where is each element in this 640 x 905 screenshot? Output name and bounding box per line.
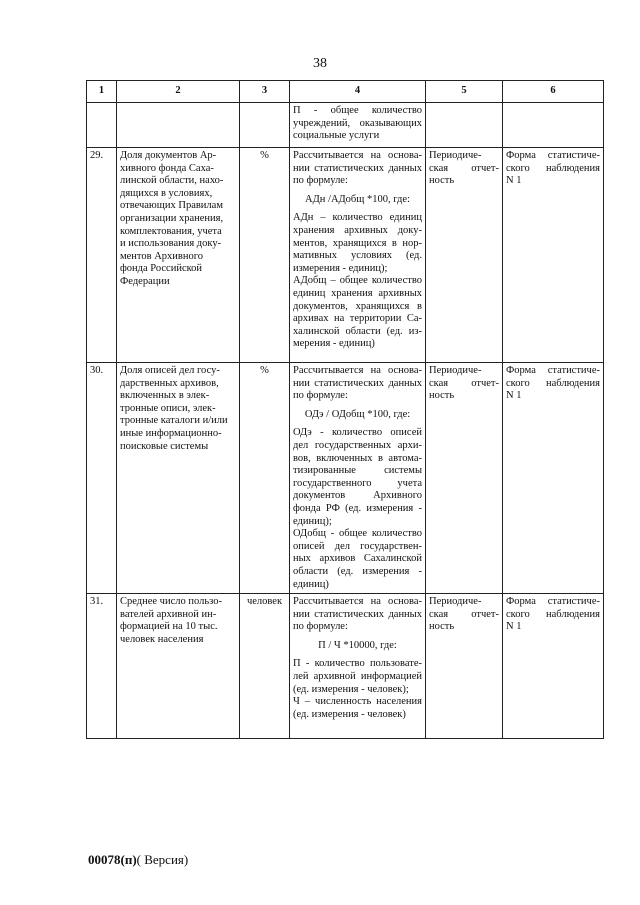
text-line: описей дел государствен- [293,540,422,552]
text-line: хивного фонда Саха- [120,162,214,174]
text-line: ность [429,175,455,187]
text-line: ского наблюдения [506,608,600,620]
row-number: 29. [87,148,117,363]
text-line: ОДэ - количество описей [293,427,422,439]
document-footer [88,852,188,867]
text-line: документов Архивного [293,490,422,502]
periodicity [426,363,503,594]
formula: ОДэ / ОДобщ *100, где: [304,408,411,420]
text-line: Периодиче- [429,596,482,608]
text-line: Форма статистиче- [506,150,600,161]
page-number: 38 [313,56,327,71]
cell [426,103,503,148]
text-line: человек населения [120,633,204,645]
text-line: N 1 [506,390,522,402]
text-line: (ед. измерения - человек) [293,708,406,720]
text-line: Доля описей дел госу- [120,365,220,376]
indicator-name [117,594,240,739]
text-line: АДн – количество единиц [293,212,422,224]
formula: П / Ч *10000, где: [318,639,397,651]
text-line: поисковые системы [120,440,209,452]
text-line: Федерации [120,275,170,287]
unit: человек [240,594,290,739]
text-line: по формуле: [293,390,348,402]
indicators-table [86,80,604,739]
text-line: дарственных архивов, [120,377,219,389]
text-line: ская отчет- [429,608,499,620]
header-col-2: 2 [117,81,240,103]
text-line: государственного учета [293,477,422,489]
data-source [503,594,604,739]
continuation-method [290,103,426,148]
text-line: формацией на 10 тыс. [120,621,218,633]
text-line: Рассчитывается на основа- [293,596,422,608]
cell [117,103,240,148]
cell [87,103,117,148]
text-line: хранения архивных доку- [293,224,422,236]
unit: % [240,148,290,363]
text-line: Рассчитывается на основа- [293,365,422,376]
text-line: Периодиче- [429,365,482,376]
text-line: нии статистических данных [293,377,422,389]
text-line: Форма статистиче- [506,365,600,376]
text-line: ных архивов Сахалинской [293,553,422,565]
document-version-label: ( Версия) [136,852,189,867]
text-line: ОДобщ - общее количество [293,528,422,540]
text-line: Форма статистиче- [506,596,600,608]
text-line: фонда Российской [120,263,203,275]
row-number: 31. [87,594,117,739]
text-line: АДобщ – общее количество [293,275,422,287]
text-line: мативных условиях (ед. [293,250,422,262]
text-line: П - количество пользовате- [293,658,422,670]
text-line: по формуле: [293,621,348,633]
text-line: Доля документов Ар- [120,150,217,161]
text-line: Периодиче- [429,150,482,161]
text-line: линской области, нахо- [120,175,224,187]
text-line: дел государственных архи- [293,439,422,451]
text-line: иные информационно- [120,427,222,439]
header-col-1: 1 [87,81,117,103]
text-line: тизированные системы [293,465,422,477]
text-line: учреждений, оказывающих [293,117,422,129]
text-line: тронные каталоги и/или [120,415,228,427]
text-line: измерения - единиц); [293,262,388,274]
text-line: ментов, хранящихся в нор- [293,237,422,249]
text-line: отвечающих Правилам [120,200,223,212]
header-col-3: 3 [240,81,290,103]
text-line: Ч – численность населения [293,696,422,708]
text-line: социальные услуги [293,130,380,142]
text-line: нии статистических данных [293,162,422,174]
header-row [87,81,604,103]
text-line: П - общее количество [293,105,422,116]
formula: АДн /АДобщ *100, где: [305,193,410,205]
text-line: лей архивной информацией [293,671,422,683]
document-code: 00078(п) [88,852,137,867]
text-line: организации хранения, [120,212,224,224]
text-line: по формуле: [293,175,348,187]
data-source [503,363,604,594]
text-line: ская отчет- [429,162,499,174]
text-line: документов, хранящихся в [293,300,422,312]
text-line: включенных в элек- [120,390,210,402]
text-line: ность [429,390,455,402]
periodicity [426,594,503,739]
table-row [87,594,604,739]
row-number: 30. [87,363,117,594]
periodicity [426,148,503,363]
text-line: вов, включенных в автома- [293,452,422,464]
text-line: фонда РФ (ед. измерения - [293,502,422,514]
text-line: N 1 [506,175,522,187]
text-line: комплектования, учета [120,225,222,237]
calculation-method [290,363,426,594]
text-line: Рассчитывается на основа- [293,150,422,161]
header-col-5: 5 [426,81,503,103]
text-line: дящихся в условиях, [120,187,213,199]
text-line: и использования доку- [120,238,222,250]
continuation-row [87,103,604,148]
text-line: ментов Архивного [120,250,204,262]
header-col-6: 6 [503,81,604,103]
text-line: ского наблюдения [506,377,600,389]
text-line: ского наблюдения [506,162,600,174]
header-col-4: 4 [290,81,426,103]
text-line: единиц) [293,578,329,590]
unit: % [240,363,290,594]
text-line: ность [429,621,455,633]
text-line: ская отчет- [429,377,499,389]
cell [503,103,604,148]
table-row [87,363,604,594]
text-line: (ед. измерения - человек); [293,683,409,695]
text-line: халинской области (ед. из- [293,325,422,337]
text-line: тронные описи, элек- [120,402,216,414]
cell [240,103,290,148]
text-line: Среднее число пользо- [120,596,222,608]
text-line: нии статистических данных [293,608,422,620]
table-row [87,148,604,363]
text-line: архивах на территории Са- [293,313,422,325]
text-line: единиц); [293,515,332,527]
text-line: мерения - единиц) [293,338,375,350]
calculation-method [290,148,426,363]
text-line: области (ед. измерения - [293,565,422,577]
text-line: единиц хранения архивных [293,287,422,299]
text-line: вателей архивной ин- [120,608,217,620]
data-source [503,148,604,363]
indicator-name [117,148,240,363]
calculation-method [290,594,426,739]
indicator-name [117,363,240,594]
text-line: N 1 [506,621,522,633]
